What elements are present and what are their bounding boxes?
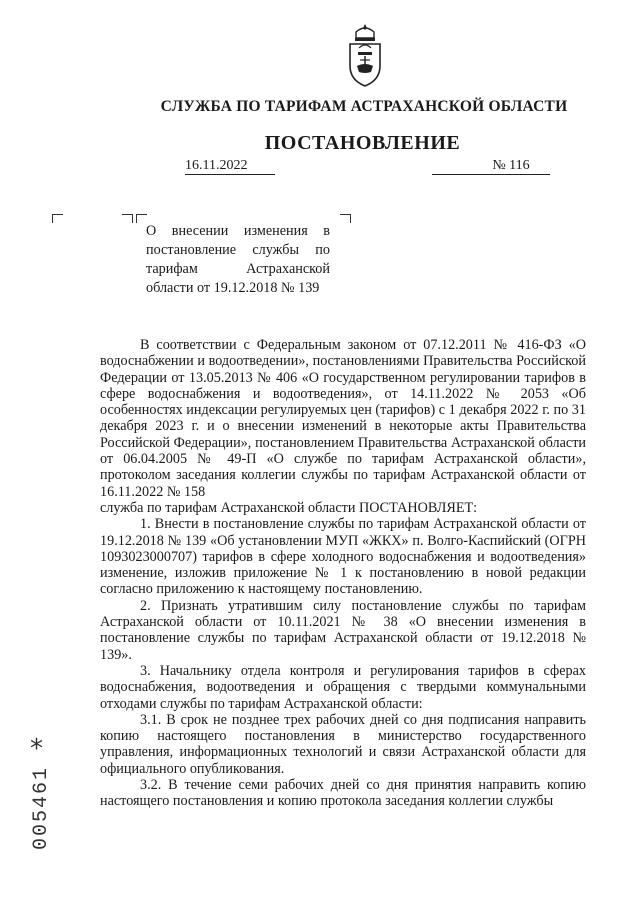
document-subject: О внесении изменения в постановление службы по тарифам Астраханской области от 19.12.2018 № 139 — [146, 223, 330, 296]
document-number-text: № 116 — [492, 158, 530, 173]
item-3-paragraph: 3. Начальнику отдела контроля и регулирования тарифов в сферах водоснабжения, водоотведения и обращения с твердыми коммунальными отходами службы по тарифам Астраханской области: — [100, 662, 586, 712]
item-3-2-paragraph: 3.2. В течение семи рабочих дней со дня принятия направить копию настоящего постановления и копию протокола заседания коллегии службы — [100, 777, 586, 810]
subject-open-corner — [122, 214, 133, 223]
document-type: ПОСТАНОВЛЕНИЕ — [264, 132, 461, 154]
margin-stamp-number: 005461 — [30, 765, 53, 850]
margin-star-mark: * — [30, 734, 43, 764]
left-corner-mark — [52, 214, 63, 223]
resolves-line: служба по тарифам Астраханской области ПОСТАНОВЛЯЕТ: — [100, 499, 478, 516]
item-3-1-paragraph: 3.1. В срок не позднее трех рабочих дней со дня подписания направить копию настоящего постановления в министерство государственного управления, информационных технологий и связи Астраханской области для официального опубликования. — [100, 711, 586, 777]
item-2-paragraph: 2. Признать утратившим силу постановление службы по тарифам Астраханской области от 10.11.2021 № 38 «О внесении изменения в постановление службы по тарифам Астраханской области от 19.12.2018 № 139». — [100, 597, 586, 663]
document-number — [432, 158, 550, 175]
organization-name: СЛУЖБА ПО ТАРИФАМ АСТРАХАНСКОЙ ОБЛАСТИ — [160, 98, 568, 115]
preamble-paragraph: В соответствии с Федеральным законом от 07.12.2011 № 416-ФЗ «О водоснабжении и водоотведении», постановлениями Правительства Российской Федерации от 13.05.2013 № 406 «О государственном регулировании тарифов в сфере водоснабжения и водоотведения», от 14.11.2022 № 2053 «Об особенностях индексации регулируемых цен (тарифов) с 1 декабря 2022 г. по 31 декабря 2023 г. и о внесении изменений в некоторые акты Правительства Российской Федерации», постановлением Правительства Астраханской области от 06.04.2005 № 49-П «О службе по тарифам Астраханской области», протоколом заседания коллегии службы по тарифам Астраханской области от 16.11.2022 № 158 — [100, 337, 586, 500]
document-body — [100, 337, 586, 810]
document-date: 16.11.2022 — [185, 158, 275, 175]
item-1-paragraph: 1. Внести в постановление службы по тарифам Астраханской области от 19.12.2018 № 139 «Об установлении МУП «ЖКХ» п. Волго-Каспийский (ОГРН 1093023000707) тарифов в сфере холодного водоснабжения и водоотведения» изменение, изложив приложение № 1 к постановлению в новой редакции согласно приложению к настоящему постановлению. — [100, 516, 586, 598]
coat-of-arms-icon — [344, 22, 386, 92]
subject-close-corner — [340, 214, 351, 223]
